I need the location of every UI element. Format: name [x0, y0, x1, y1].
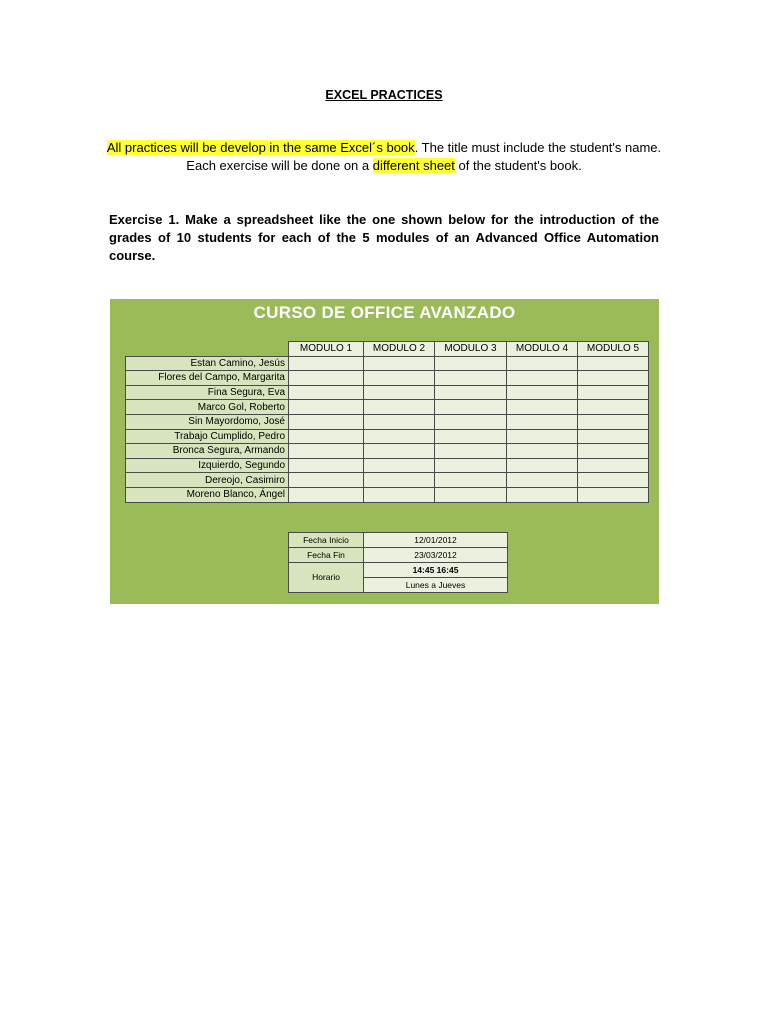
grade-cell [289, 429, 364, 444]
intro-text-4: of the student's book. [454, 158, 582, 173]
grade-cell [578, 385, 649, 400]
grade-cell [578, 371, 649, 386]
grade-cell [507, 444, 578, 459]
intro-text-2: . The title must include the student's name. Each exercise will be done on a [186, 140, 662, 173]
grade-cell [364, 429, 435, 444]
schedule-label: Horario [289, 563, 364, 593]
grade-cell [578, 458, 649, 473]
grade-cell [364, 371, 435, 386]
grade-cell [289, 414, 364, 429]
course-dates-table [288, 532, 508, 593]
grade-cell [289, 473, 364, 488]
schedule-row [289, 563, 508, 578]
grade-cell [289, 371, 364, 386]
end-date-row [289, 548, 508, 563]
grade-cell [364, 458, 435, 473]
grade-cell [507, 473, 578, 488]
grade-cell [507, 371, 578, 386]
student-row [126, 487, 649, 502]
grade-cell [435, 429, 507, 444]
grade-cell [289, 444, 364, 459]
start-date-row [289, 533, 508, 548]
module-header: MODULO 5 [578, 342, 649, 357]
student-name: Trabajo Cumplido, Pedro [126, 429, 289, 444]
grade-cell [289, 487, 364, 502]
grade-cell [507, 458, 578, 473]
exercise-1-text: Exercise 1. Make a spreadsheet like the one shown below for the introduction of the grades of 10 students for each of the 5 modules of an Advanced Office Automation course. [109, 212, 659, 263]
student-name: Moreno Blanco, Ángel [126, 487, 289, 502]
grade-cell [364, 414, 435, 429]
student-name: Sin Mayordomo, José [126, 414, 289, 429]
grade-cell [289, 356, 364, 371]
module-header: MODULO 2 [364, 342, 435, 357]
page-title: EXCEL PRACTICES [325, 88, 443, 102]
student-row [126, 385, 649, 400]
corner-cell [126, 342, 289, 357]
grade-cell [364, 385, 435, 400]
grade-cell [289, 385, 364, 400]
grade-cell [578, 473, 649, 488]
grade-cell [364, 400, 435, 415]
spreadsheet-image [110, 299, 659, 604]
grade-cell [364, 473, 435, 488]
grade-cell [578, 400, 649, 415]
grade-cell [435, 385, 507, 400]
student-row [126, 458, 649, 473]
grades-table [125, 341, 649, 503]
start-date-label: Fecha Inicio [289, 533, 364, 548]
grade-cell [435, 444, 507, 459]
student-name: Marco Gol, Roberto [126, 400, 289, 415]
grade-cell [507, 429, 578, 444]
grade-cell [289, 400, 364, 415]
grade-cell [578, 414, 649, 429]
grade-cell [289, 458, 364, 473]
schedule-time [364, 563, 508, 578]
grade-cell [435, 400, 507, 415]
grade-cell [435, 458, 507, 473]
student-name: Dereojo, Casimiro [126, 473, 289, 488]
grade-cell [435, 473, 507, 488]
grade-cell [364, 444, 435, 459]
grade-cell [364, 487, 435, 502]
sheet-title: CURSO DE OFFICE AVANZADO [253, 303, 516, 322]
module-header: MODULO 3 [435, 342, 507, 357]
grade-cell [578, 487, 649, 502]
student-name: Estan Camino, Jesús [126, 356, 289, 371]
grade-cell [578, 356, 649, 371]
grade-cell [435, 487, 507, 502]
student-row [126, 429, 649, 444]
start-date-value: 12/01/2012 [364, 533, 508, 548]
grade-cell [507, 385, 578, 400]
intro-highlight-2: different sheet [372, 158, 455, 173]
grade-cell [507, 487, 578, 502]
grade-cell [578, 444, 649, 459]
grade-cell [435, 356, 507, 371]
student-row [126, 371, 649, 386]
grade-cell [507, 400, 578, 415]
grade-cell [507, 414, 578, 429]
intro-highlight-1: All practices will be develop in the same Excel´s book [106, 140, 415, 155]
end-date-label: Fecha Fin [289, 548, 364, 563]
grade-cell [578, 429, 649, 444]
grades-header-row [126, 342, 649, 357]
student-name: Izquierdo, Segundo [126, 458, 289, 473]
grade-cell [435, 414, 507, 429]
grade-cell [507, 356, 578, 371]
schedule-days: Lunes a Jueves [364, 578, 508, 593]
intro-paragraph [100, 139, 668, 175]
student-row [126, 444, 649, 459]
student-name: Flores del Campo, Margarita [126, 371, 289, 386]
grade-cell [435, 371, 507, 386]
end-date-value: 23/03/2012 [364, 548, 508, 563]
student-row [126, 473, 649, 488]
student-row [126, 414, 649, 429]
student-row [126, 356, 649, 371]
student-row [126, 400, 649, 415]
student-name: Fina Segura, Eva [126, 385, 289, 400]
schedule-time-text: 14:45 16:45 [412, 564, 459, 575]
student-name: Bronca Segura, Armando [126, 444, 289, 459]
module-header: MODULO 1 [289, 342, 364, 357]
grade-cell [364, 356, 435, 371]
module-header: MODULO 4 [507, 342, 578, 357]
